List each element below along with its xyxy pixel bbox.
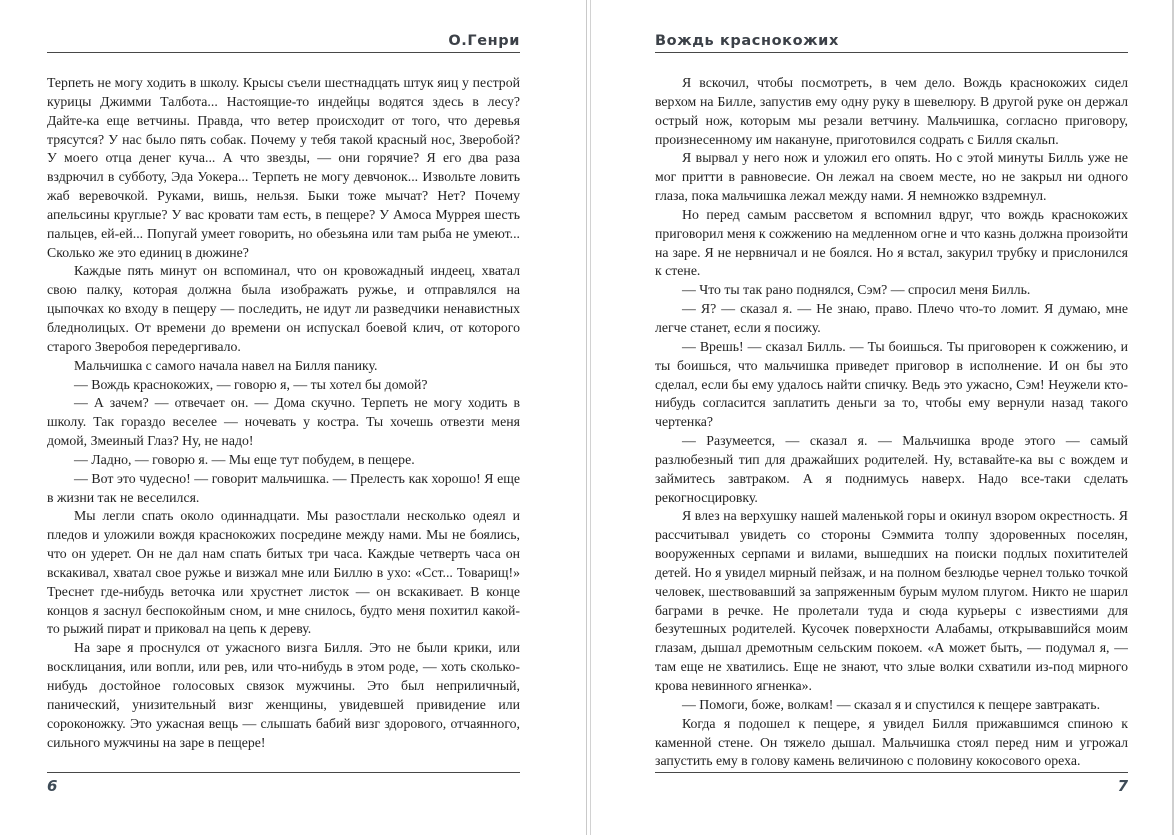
paragraph: — А зачем? — отвечает он. — Дома скучно. Терпеть не могу ходить в школу. Так гораздо веселее — ночевать у костра. Ты хочешь отвезти меня домой, Змеиный Глаз? Ну, не надо! (47, 395, 520, 449)
paragraph: Но перед самым рассветом я вспомнил вдруг, что вождь краснокожих приговорил меня к сожжению на медленном огне и что казнь должна произойти на заре. Я не нервничал и не боялся. Но я встал, закурил трубку и прислонился к стене. (655, 206, 1128, 279)
right-page-footer (655, 772, 1128, 795)
left-page (47, 0, 520, 835)
paragraph: Мальчишка с самого начала навел на Билля панику. (74, 357, 378, 373)
paragraph: — Вот это чудесно! — говорит мальчишка. — Прелесть как хорошо! Я еще в жизни так не веселился. (47, 470, 520, 505)
left-page-number: 6 (47, 777, 58, 795)
paragraph: — Ладно, — говорю я. — Мы еще тут побудем, в пещере. (74, 451, 415, 467)
paragraph: — Помоги, боже, волкам! — сказал я и спустился к пещере завтракать. (682, 696, 1101, 712)
paragraph: — Вождь краснокожих, — говорю я, — ты хотел бы домой? (74, 376, 428, 392)
left-running-head: О.Генри (47, 33, 520, 53)
gutter-line-right (590, 0, 591, 835)
paragraph: — Разумеется, — сказал я. — Мальчишка вроде этого — самый разлюбезный тип для дражайших родителей. Ну, вставайте-ка вы с вождем и займитесь завтраком. А я поднимусь наверх. Надо все-таки сделать рекогносцировку. (655, 433, 1128, 505)
paragraph: — Врешь! — сказал Билль. — Ты боишься. Ты приговорен к сожжению, и ты боишься, что мальчишка приведет приговор в исполнение. И он бы это сделал, если бы ему удалось найти спичку. Ведь это ужасно, Сэм! Неужели кто-нибудь согласится заплатить деньги за то, чтобы ему вернули назад такого чертенка? (655, 338, 1128, 430)
paragraph: Терпеть не могу ходить в школу. Крысы съели шестнадцать штук яиц у пестрой курицы Джимми Талбота... Настоящие-то индейцы водятся здесь в лесу? Дайте-ка еще ветчины. Правда, что ветер происходит от того, что деревья трясутся? У нас было пять собак. Почему у тебя такой красный нос, Зверобой? У моего отца денег куча... А что звезды, — они горячие? Я его два раза вздрючил в субботу, Эда Уокера... Терпеть не могу девчонок... Извольте ловить жаб веревочкой. Руками, вишь, нельзя. Быки тоже мычат? Нет? Почему апельсины круглые? У вас кровати там есть, в пещере? У Амоса Муррея шесть пальцев, ей-ей... Попугай умеет говорить, но обезьяна или там рыба не умеют... Сколько же это единиц в дюжине? (47, 75, 520, 260)
paragraph: На заре я проснулся от ужасного визга Билля. Это не были крики, или восклицания, или вопли, или рев, или что-нибудь в этом роде, — хоть сколько-нибудь достойное голосовых связок мужчины. Это был неприличный, панический, унизительный визг женщины, увидевшей привидение или сороконожку. Это ужасная вещь — слышать бабий визг здорового, отчаянного, сильного мужчины на заре в пещере! (47, 640, 520, 750)
paragraph: Я вскочил, чтобы посмотреть, в чем дело. Вождь краснокожих сидел верхом на Билле, запустив ему одну руку в шевелюру. В другой руке он держал острый нож, которым мы резали ветчину. Мальчишка, согласно приговору, произнесенному им накануне, приготовился содрать с Билля скальп. (655, 75, 1128, 147)
right-page-number: 7 (1117, 777, 1128, 795)
paragraph: Я влез на верхушку нашей маленькой горы и окинул взором окрестность. Я рассчитывал увидеть со стороны Сэммита толпу здоровенных поселян, вооруженных серпами и вилами, вышедших на поиски подлых похитителей детей. Но я увидел мирный пейзаж, и на полном безлюдье чернел только точкой человек, шествовавший за запряженным бурым мулом плугом. Никто не шарил баграми в речке. Не пролетали туда и сюда курьеры с известиями для безутешных родителей. Кусочек поверхности Алабамы, открывавшийся моим глазам, дышал дремотным сельским покоем. «А может быть, — подумал я, — там еще не хватились. Еще не знают, что злые волки схватили из-под мирного крова невинного ягненка». (655, 508, 1128, 693)
left-page-footer (47, 772, 520, 795)
gutter-line-left (586, 0, 587, 835)
paragraph: — Я? — сказал я. — Не знаю, право. Плечо что-то ломит. Я думаю, мне легче станет, если я посижу. (655, 301, 1128, 335)
paragraph: Мы легли спать около одиннадцати. Мы разостлали несколько одеял и пледов и уложили вождя краснокожих посредине между нами. Мы не боялись, что он удерет. Он не дал нам спать битых три часа. Каждые четверть часа он вскакивал, хватал свое ружье и визжал мне или Биллю в ухо: «Сст... Товарищ!» Треснет где-нибудь веточка или хрустнет листок — он вскакивает. В конце концов я заснул беспокойным сном, и мне снилось, будто меня похитил какой-то рыжий пират и приковал на цепь к дереву. (47, 508, 520, 637)
paragraph: Каждые пять минут он вспоминал, что он кровожадный индеец, хватал свою палку, которая должна была изображать ружье, и отправлялся на цыпочках ко входу в пещеру — последить, не идут ли разведчики ненавистных бледнолицых. От времени до времени он испускал боевой клич, от которого старого Зверобоя передергивало. (47, 263, 520, 354)
right-page (655, 0, 1128, 835)
paragraph: Когда я подошел к пещере, я увидел Билля прижавшимся спиною к каменной стене. Он тяжело дышал. Мальчишка стоял перед ним и угрожал запустить ему в голову камень величиною с половину кокосового ореха. (655, 715, 1128, 769)
paragraph: Я вырвал у него нож и уложил его опять. Но с этой минуты Билль уже не мог притти в равновесие. Он лежал на своем месте, но не закрыл ни одного глаза, пока мальчишка лежал между нами. Я немножко вздремнул. (655, 150, 1128, 204)
page-edge-line (1172, 0, 1174, 835)
right-running-head: Вождь краснокожих (655, 33, 1128, 53)
left-page-body (47, 74, 520, 772)
right-page-body (655, 74, 1128, 772)
paragraph: — Что ты так рано поднялся, Сэм? — спросил меня Билль. (682, 282, 1031, 298)
